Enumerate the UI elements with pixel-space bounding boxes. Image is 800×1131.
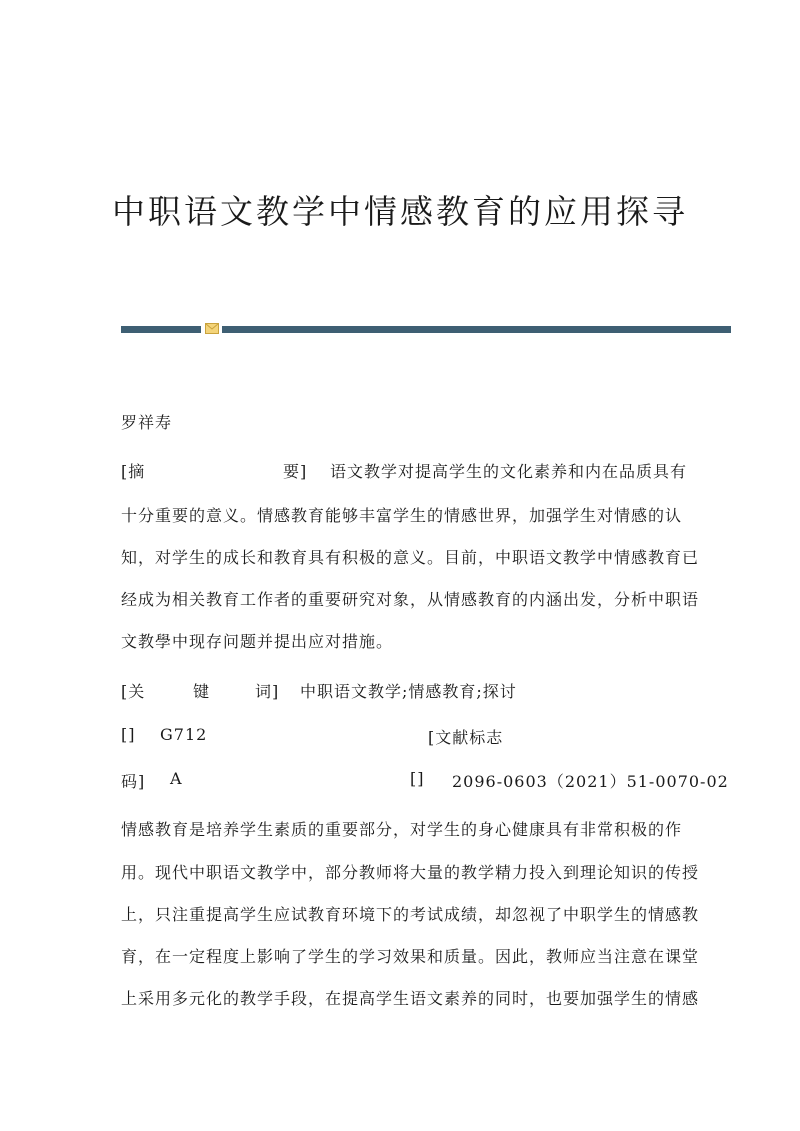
article-id-bracket: [] <box>410 769 425 788</box>
paper-title: 中职语文教学中情感教育的应用探寻 <box>112 192 688 231</box>
keywords-value: 中职语文教学;情感教育;探讨 <box>300 682 517 701</box>
envelope-icon <box>205 322 219 335</box>
keywords-label-part-2: 键 <box>193 682 211 701</box>
body-line-5: 上采用多元化的教学手段，在提高学生语文素养的同时，也要加强学生的情感 <box>121 989 700 1008</box>
body-line-2: 用。现代中职语文教学中，部分教师将大量的教学精力投入到理论知识的传授 <box>121 863 700 882</box>
doc-code-label: 码] <box>121 772 146 791</box>
body-line-4: 育，在一定程度上影响了学生的学习效果和质量。因此，教师应当注意在课堂 <box>121 947 700 966</box>
classification-code: G712 <box>160 725 208 744</box>
body-line-1: 情感教育是培养学生素质的重要部分，对学生的身心健康具有非常积极的作 <box>121 820 683 839</box>
author-name: 罗祥寿 <box>121 413 173 432</box>
classification-bracket: [] <box>121 725 136 744</box>
abstract-line-2: 十分重要的意义。情感教育能够丰富学生的情感世界，加强学生对情感的认 <box>121 506 683 525</box>
divider-bar-left <box>121 326 201 333</box>
abstract-label-close: 要] <box>283 462 308 481</box>
abstract-line-1: 语文教学对提高学生的文化素养和内在品质具有 <box>330 462 688 481</box>
article-id: 2096-0603（2021）51-0070-02 <box>452 772 729 791</box>
doc-code-value: A <box>170 769 183 788</box>
keywords-label-part-1: [关 <box>121 682 146 701</box>
body-line-3: 上，只注重提高学生应试教育环境下的考试成绩，却忽视了中职学生的情感教 <box>121 905 700 924</box>
abstract-line-5: 文教學中现存问题并提出应对措施。 <box>121 632 394 651</box>
doc-id-label: [文献标志 <box>428 728 504 747</box>
abstract-label-open: [摘 <box>121 462 146 481</box>
abstract-line-4: 经成为相关教育工作者的重要研究对象，从情感教育的内涵出发，分析中职语 <box>121 590 700 609</box>
abstract-line-3: 知，对学生的成长和教育具有积极的意义。目前，中职语文教学中情感教育已 <box>121 548 700 567</box>
divider-bar-right <box>222 326 731 333</box>
keywords-label-part-3: 词] <box>255 682 280 701</box>
